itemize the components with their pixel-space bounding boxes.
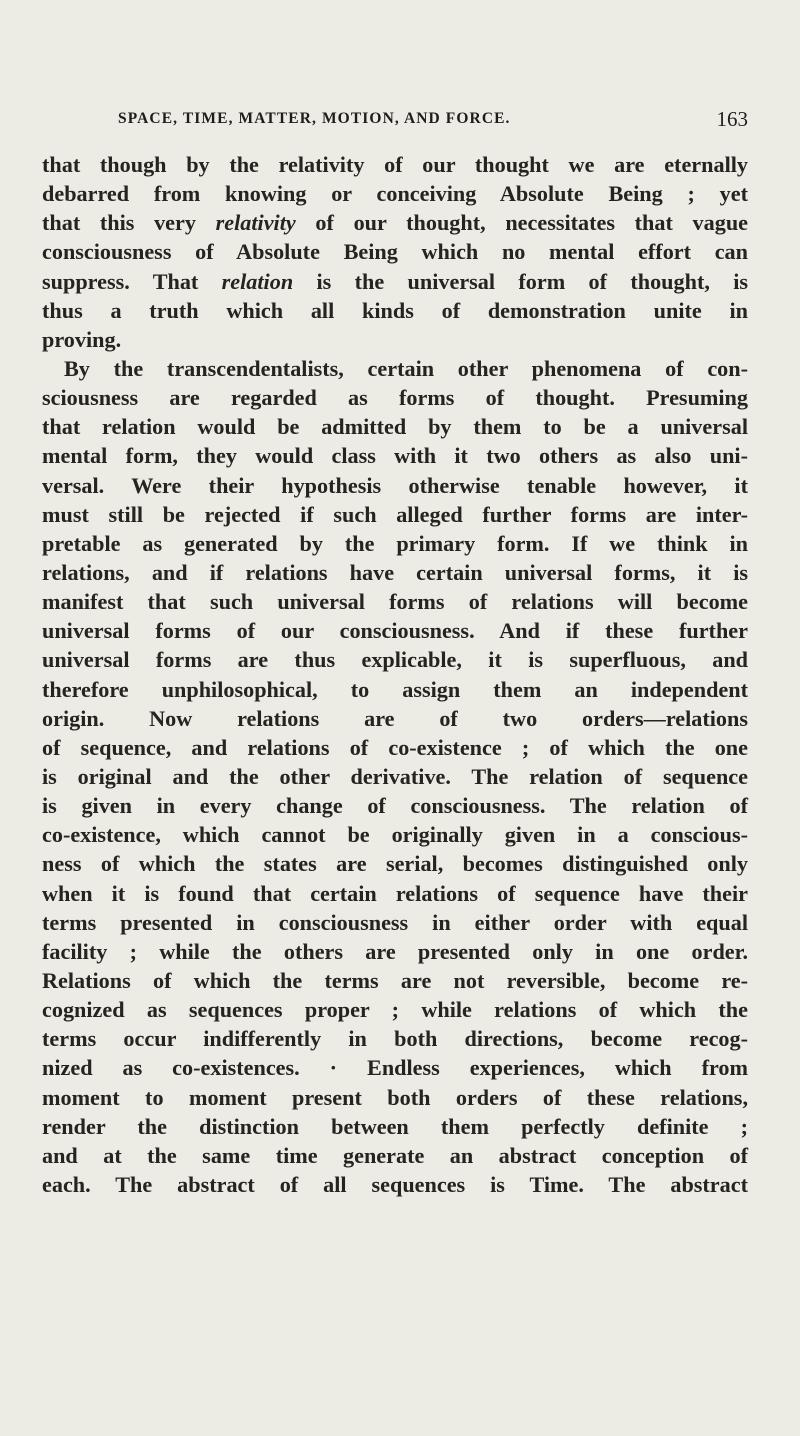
text-line: moment to moment present both orders of these relations,	[42, 1084, 748, 1110]
text-line: of sequence, and relations of co-existence ; of which the one	[42, 734, 748, 760]
body-text	[42, 150, 748, 1199]
text-line: terms presented in consciousness in either order with equal	[42, 909, 748, 935]
text-line: manifest that such universal forms of relations will become	[42, 589, 748, 615]
text-line: must still be rejected if such alleged further forms are inter-	[42, 501, 748, 527]
text-line: when it is found that certain relations of sequence have their	[42, 880, 748, 906]
page-number: 163	[716, 107, 748, 131]
running-title: SPACE, TIME, MATTER, MOTION, AND FORCE.	[118, 110, 511, 127]
text-line: consciousness of Absolute Being which no mental effort can	[42, 239, 748, 265]
text-line: universal forms are thus explicable, it is superfluous, and	[42, 647, 748, 673]
text-line: ness of which the states are serial, becomes distinguished only	[42, 851, 748, 877]
text-line: render the distinction between them perfectly definite ;	[42, 1113, 748, 1139]
text-line: cognized as sequences proper ; while relations of which the	[42, 997, 748, 1023]
text-line: co-existence, which cannot be originally given in a conscious-	[42, 822, 748, 848]
italic-term: relativity	[215, 210, 296, 236]
text-line: each. The abstract of all sequences is Time. The abstract	[42, 1171, 748, 1197]
text-line: terms occur indifferently in both directions, become recog-	[42, 1026, 748, 1052]
text-line: debarred from knowing or conceiving Absolute Being ; yet	[42, 181, 748, 207]
running-head	[118, 107, 748, 138]
text-line: thus a truth which all kinds of demonstration unite in	[42, 297, 748, 323]
text-line: facility ; while the others are presented only in one order.	[42, 938, 748, 964]
text-line: proving.	[42, 326, 122, 352]
text-line: sciousness are regarded as forms of thought. Presuming	[42, 385, 748, 411]
text-line: and at the same time generate an abstract conception of	[42, 1142, 748, 1168]
text-line: is given in every change of consciousness. The relation of	[42, 793, 748, 819]
text-line: versal. Were their hypothesis otherwise tenable however, it	[42, 472, 748, 498]
text-line: universal forms of our consciousness. And if these further	[42, 618, 748, 644]
text-line: nized as co-existences. · Endless experiences, which from	[42, 1055, 748, 1081]
text-line: that though by the relativity of our thought we are eternally	[42, 152, 748, 177]
text-line: that relation would be admitted by them to be a universal	[42, 414, 748, 440]
text-line: that this very relativity of our thought, necessitates that vague	[42, 210, 749, 236]
text-line: origin. Now relations are of two orders—relations	[42, 705, 748, 731]
text-line: therefore unphilosophical, to assign them an independent	[42, 676, 748, 702]
italic-term: relation	[221, 268, 294, 294]
text-line: suppress. That relation is the universal form of thought, is	[42, 268, 749, 294]
text-line: relations, and if relations have certain universal forms, it is	[42, 559, 748, 585]
text-line: Relations of which the terms are not reversible, become re-	[42, 967, 748, 993]
text-line: mental form, they would class with it two others as also uni-	[42, 443, 748, 469]
text-line: is original and the other derivative. The relation of sequence	[42, 763, 748, 789]
paragraph-start-line: By the transcendentalists, certain other phenomena of con-	[64, 355, 748, 381]
text-line: pretable as generated by the primary form. If we think in	[42, 530, 748, 556]
